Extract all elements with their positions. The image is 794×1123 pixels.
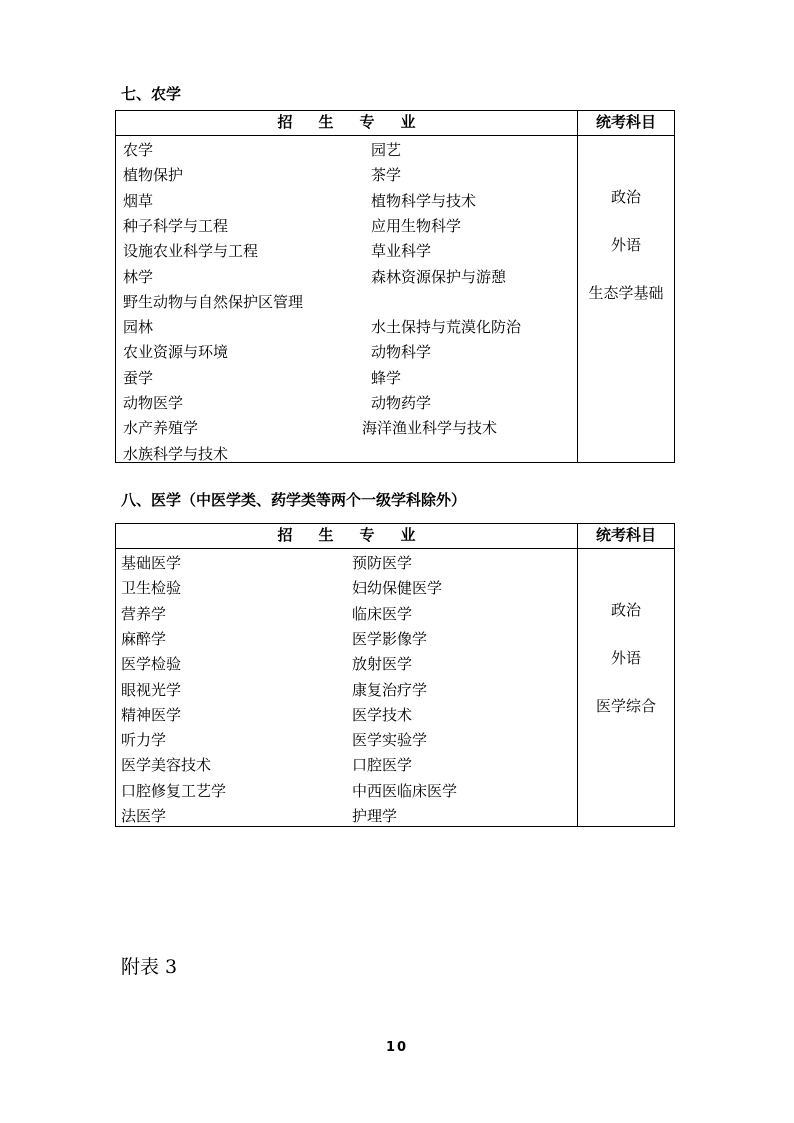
major-item: 医学实验学 (352, 731, 428, 750)
major-item: 茶学 (371, 166, 402, 185)
exam-subject: 政治 (610, 188, 641, 206)
major-item: 放射医学 (352, 655, 413, 674)
header-subjects: 统考科目 (595, 113, 656, 131)
major-item: 医学检验 (121, 655, 182, 674)
major-item: 眼视光学 (121, 680, 182, 699)
header-subjects: 统考科目 (595, 526, 656, 544)
major-item: 医学技术 (352, 705, 413, 724)
major-item: 蜂学 (371, 368, 402, 387)
major-item: 草业科学 (371, 242, 432, 261)
major-item: 森林资源保护与游憩 (371, 267, 507, 286)
major-item: 水族科学与技术 (123, 444, 229, 463)
major-item: 精神医学 (121, 705, 182, 724)
major-item: 设施农业科学与工程 (123, 242, 259, 261)
major-item: 康复治疗学 (352, 680, 428, 699)
subjects-column (578, 549, 674, 827)
major-item: 动物科学 (371, 343, 432, 362)
major-item: 卫生检验 (121, 579, 182, 598)
section-7-title: 七、农学 (121, 85, 182, 103)
major-item: 营养学 (121, 604, 167, 623)
major-item: 水土保持与荒漠化防治 (371, 318, 522, 337)
major-item: 妇幼保健医学 (352, 579, 443, 598)
major-item: 园艺 (371, 141, 402, 159)
table-body (116, 549, 674, 827)
page-number: 10 (385, 1040, 409, 1055)
major-item: 林学 (123, 267, 154, 286)
major-item: 口腔医学 (352, 756, 413, 775)
header-major: 招生专业 (116, 111, 578, 135)
major-item: 海洋渔业科学与技术 (362, 419, 498, 438)
table-body (116, 136, 674, 463)
major-item: 临床医学 (352, 604, 413, 623)
header-major: 招生专业 (116, 524, 578, 548)
major-item: 麻醉学 (121, 629, 167, 648)
agriculture-table (115, 110, 675, 463)
exam-subject: 政治 (610, 601, 641, 619)
exam-subject: 医学综合 (595, 697, 656, 715)
exam-subject: 外语 (610, 649, 641, 667)
major-item: 医学影像学 (352, 629, 428, 648)
major-item: 蚕学 (123, 368, 154, 387)
major-item: 预防医学 (352, 554, 413, 572)
major-item: 应用生物科学 (371, 216, 462, 235)
major-item: 护理学 (352, 807, 398, 825)
major-item: 医学美容技术 (121, 756, 212, 775)
table-header (116, 111, 674, 136)
subjects-column (578, 136, 674, 463)
major-item: 水产养殖学 (123, 419, 199, 438)
major-item: 植物保护 (123, 166, 184, 185)
exam-subject: 生态学基础 (588, 284, 664, 302)
major-item: 动物医学 (123, 394, 184, 412)
major-column (116, 136, 578, 463)
major-item: 听力学 (121, 731, 167, 750)
major-column (116, 549, 578, 827)
major-item: 野生动物与自然保护区管理 (123, 292, 304, 311)
major-item: 农学 (123, 141, 154, 159)
appendix-label: 附表 3 (121, 956, 178, 978)
major-item: 中西医临床医学 (352, 781, 458, 800)
major-item: 动物药学 (371, 394, 432, 412)
exam-subject: 外语 (610, 236, 641, 254)
medicine-table (115, 523, 675, 827)
major-item: 园林 (123, 318, 154, 337)
major-item: 基础医学 (121, 554, 182, 572)
section-8-title: 八、医学（中医学类、药学类等两个一级学科除外） (121, 491, 467, 509)
major-item: 口腔修复工艺学 (121, 781, 227, 800)
major-item: 烟草 (123, 191, 154, 210)
major-item: 植物科学与技术 (371, 191, 477, 210)
table-header (116, 524, 674, 549)
major-item: 种子科学与工程 (123, 216, 229, 235)
major-item: 法医学 (121, 807, 167, 825)
major-item: 农业资源与环境 (123, 343, 229, 362)
